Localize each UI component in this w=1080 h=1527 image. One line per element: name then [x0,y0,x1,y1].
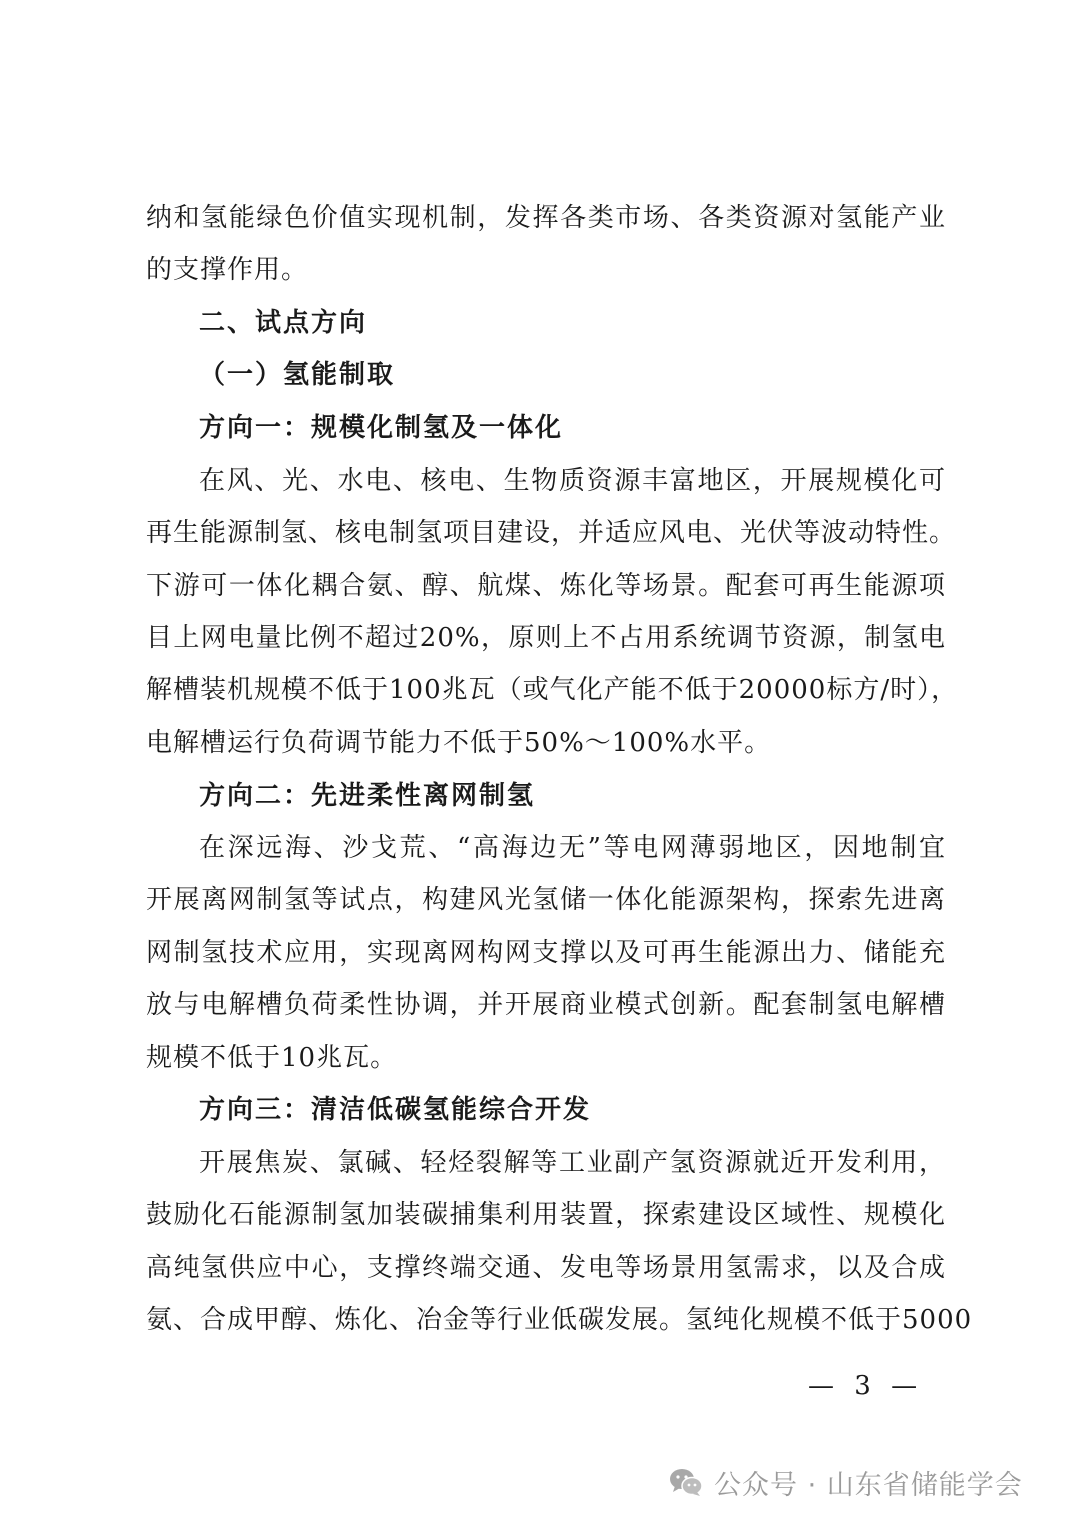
paragraph-line: 再生能源制氢、核电制氢项目建设，并适应风电、光伏等波动特性。 [146,518,957,548]
paragraph-line: 在深远海、沙戈荒、“高海边无”等电网薄弱地区，因地制宜 [199,833,946,863]
paragraph-line: 高纯氢供应中心，支撑终端交通、发电等场景用氢需求，以及合成 [146,1253,946,1283]
direction-heading: 方向三：清洁低碳氢能综合开发 [199,1095,592,1125]
paragraph-line: 鼓励化石能源制氢加装碳捕集利用装置，探索建设区域性、规模化 [146,1200,946,1230]
paragraph-line: 氨、合成甲醇、炼化、冶金等行业低碳发展。氢纯化规模不低于5000 [146,1305,973,1335]
direction-heading: 方向一：规模化制氢及一体化 [199,413,564,443]
watermark-text: 公众号 · 山东省储能学会 [714,1469,1023,1501]
paragraph-line: 在风、光、水电、核电、生物质资源丰富地区，开展规模化可 [199,466,946,496]
paragraph-line: 下游可一体化耦合氨、醇、航煤、炼化等场景。配套可再生能源项 [146,571,946,601]
paragraph-line: 开展离网制氢等试点，构建风光氢储一体化能源架构，探索先进离 [146,885,946,915]
paragraph-line: 电解槽运行负荷调节能力不低于50%～100%水平。 [146,728,772,758]
paragraph-line: 规模不低于10兆瓦。 [146,1043,398,1073]
watermark [668,1462,1023,1502]
subsection-heading: （一）氢能制取 [199,360,396,390]
paragraph-line: 的支撑作用。 [146,255,309,285]
paragraph-line: 纳和氢能绿色价值实现机制，发挥各类市场、各类资源对氢能产业 [146,203,946,233]
section-heading: 二、试点方向 [199,308,368,338]
paragraph-line: 解槽装机规模不低于100兆瓦（或气化产能不低于20000标方/时）， [146,675,959,705]
page-number: — 3 — [808,1371,924,1401]
paragraph-line: 开展焦炭、氯碱、轻烃裂解等工业副产氢资源就近开发利用， [199,1148,946,1178]
wechat-icon [668,1467,704,1497]
direction-heading: 方向二：先进柔性离网制氢 [199,781,536,811]
paragraph-line: 目上网电量比例不超过20%，原则上不占用系统调节资源，制氢电 [146,623,946,653]
paragraph-line: 网制氢技术应用，实现离网构网支撑以及可再生能源出力、储能充 [146,938,946,968]
paragraph-line: 放与电解槽负荷柔性协调，并开展商业模式创新。配套制氢电解槽 [146,990,946,1020]
